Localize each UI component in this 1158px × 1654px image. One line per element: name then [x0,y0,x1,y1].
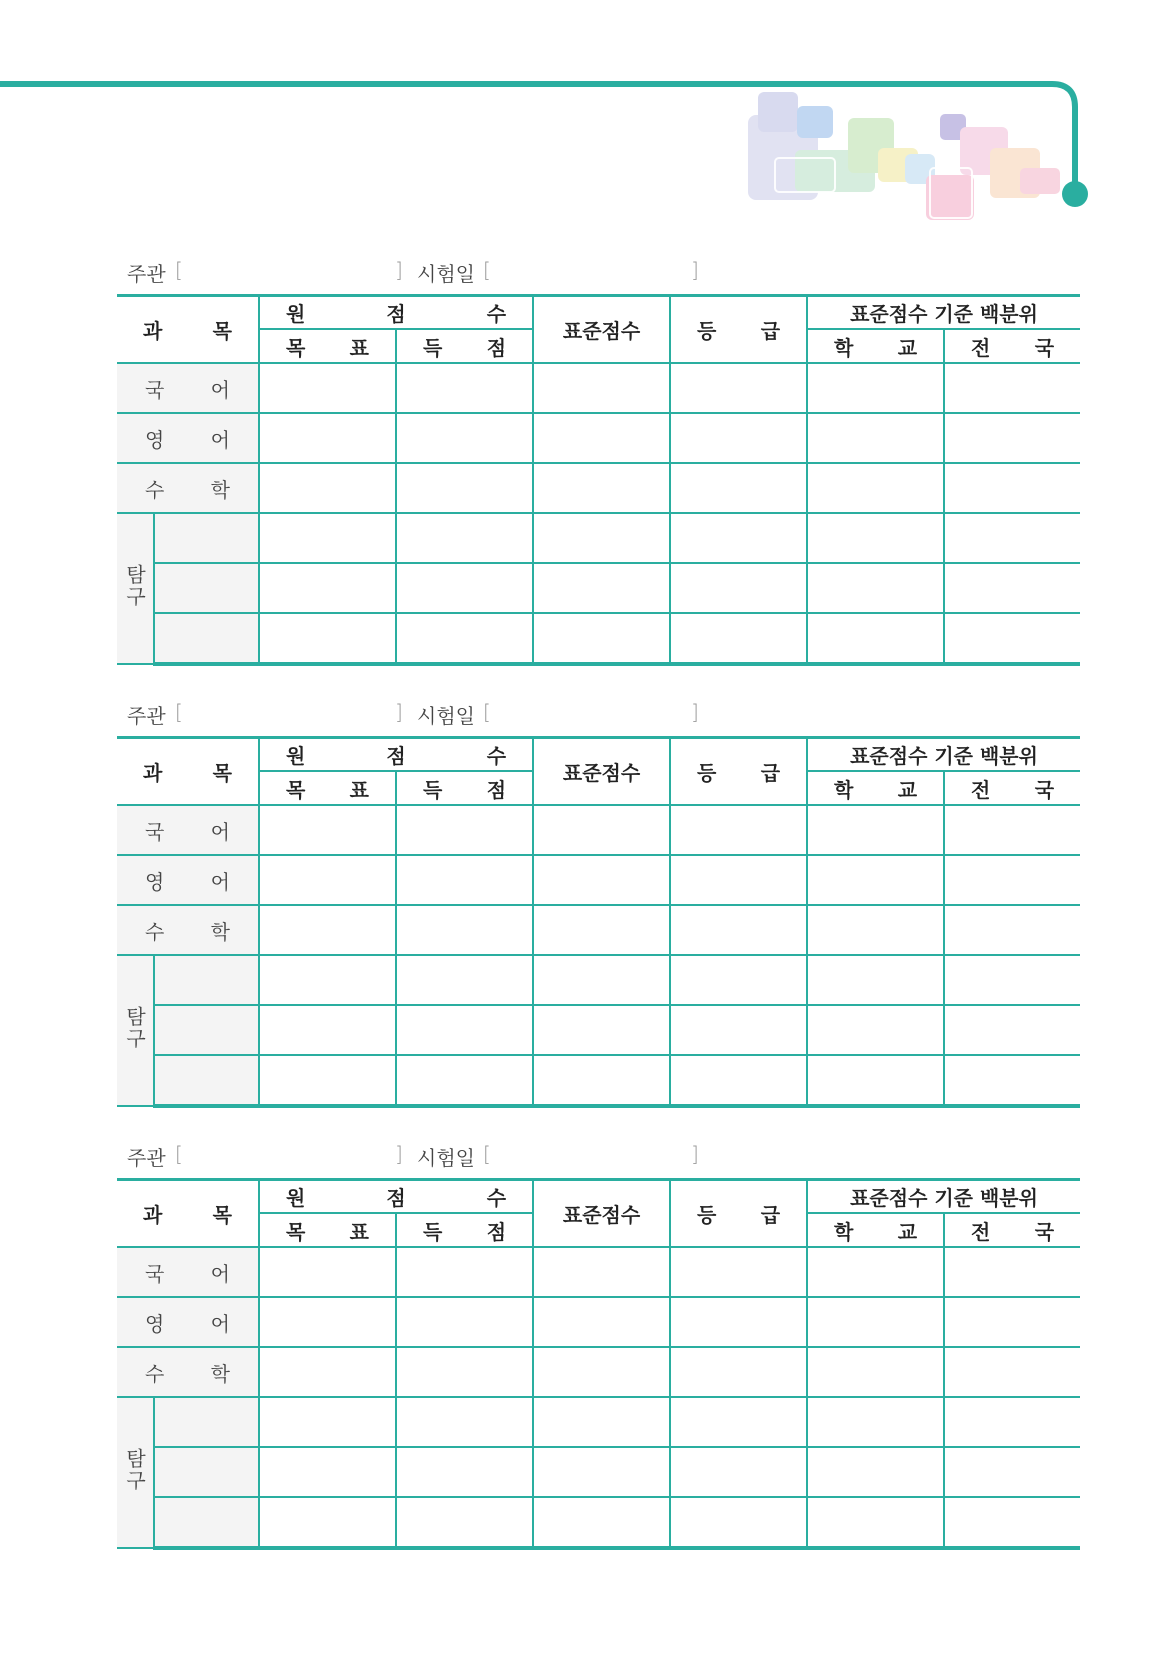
score-cell[interactable] [807,463,944,513]
inquiry-label: 탐구 [117,1397,154,1548]
score-cell[interactable] [533,1055,670,1106]
score-cell[interactable] [670,1247,807,1297]
score-cell[interactable] [944,955,1080,1005]
percentile-header: 표준점수 기준 백분위 [807,1180,1080,1214]
score-cell[interactable] [807,1347,944,1397]
organizer-bracket-open: [ [175,700,183,724]
deco-square [797,106,833,138]
score-cell[interactable] [259,513,396,563]
subject-header: 과 목 [117,1180,259,1248]
score-cell[interactable] [533,513,670,563]
score-cell[interactable] [396,1297,533,1347]
score-cell[interactable] [533,1447,670,1497]
table-row [117,855,1080,905]
score-cell[interactable] [533,905,670,955]
score-table [117,1178,1080,1550]
score-cell[interactable] [670,513,807,563]
score-cell[interactable] [807,1247,944,1297]
exam-date-bracket-open: [ [483,258,491,282]
organizer-bracket-open: [ [175,1142,183,1166]
score-cell[interactable] [396,1247,533,1297]
score-cell[interactable] [259,955,396,1005]
score-cell[interactable] [670,1005,807,1055]
organizer-bracket-close: ] [395,1142,403,1166]
score-cell[interactable] [259,613,396,664]
subject-header: 과 목 [117,296,259,364]
grade-header: 등 급 [670,1180,807,1248]
percentile-header: 표준점수 기준 백분위 [807,296,1080,330]
subject-korean: 국 어 [117,363,259,413]
score-cell[interactable] [944,905,1080,955]
nation-header: 전 국 [944,771,1080,805]
score-cell[interactable] [396,563,533,613]
score-cell[interactable] [533,1397,670,1447]
score-cell[interactable] [259,563,396,613]
subject-english: 영 어 [117,413,259,463]
inquiry-subject-cell[interactable] [154,1397,259,1447]
table-row [117,1447,1080,1497]
score-cell[interactable] [670,563,807,613]
score-cell[interactable] [670,955,807,1005]
score-cell[interactable] [944,563,1080,613]
school-header: 학 교 [807,1213,944,1247]
table-row [117,1247,1080,1297]
score-cell[interactable] [533,613,670,664]
table-row [117,563,1080,613]
score-cell[interactable] [807,363,944,413]
exam-date-bracket-open: [ [483,700,491,724]
subject-english: 영 어 [117,855,259,905]
score-cell[interactable] [944,1497,1080,1548]
score-cell[interactable] [807,1447,944,1497]
score-cell[interactable] [807,513,944,563]
table-row [117,955,1080,1005]
score-cell[interactable] [533,1297,670,1347]
raw-score-header: 원 점 수 [259,1180,533,1214]
table-row [117,905,1080,955]
table-row [117,413,1080,463]
organizer-label: 주관 [127,1146,166,1170]
score-cell[interactable] [396,805,533,855]
score-cell[interactable] [259,1447,396,1497]
score-cell[interactable] [807,613,944,664]
score-cell[interactable] [944,1247,1080,1297]
inquiry-subject-cell[interactable] [154,1497,259,1548]
exam-date-bracket-close: ] [691,700,699,724]
score-cell[interactable] [807,805,944,855]
score-cell[interactable] [807,905,944,955]
score-cell[interactable] [396,955,533,1005]
table-row [117,513,1080,563]
score-cell[interactable] [533,363,670,413]
subject-korean: 국 어 [117,805,259,855]
score-cell[interactable] [259,1347,396,1397]
subject-header: 과 목 [117,738,259,806]
earned-header: 득 점 [396,329,533,363]
score-cell[interactable] [533,1247,670,1297]
score-cell[interactable] [670,855,807,905]
score-cell[interactable] [944,1055,1080,1106]
organizer-label: 주관 [127,262,166,286]
deco-square [926,175,974,220]
deco-square [758,92,798,132]
table-row [117,1005,1080,1055]
score-cell[interactable] [670,363,807,413]
inquiry-label: 탐구 [117,955,154,1106]
table-row [117,1497,1080,1548]
score-cell[interactable] [944,1297,1080,1347]
score-cell[interactable] [396,413,533,463]
exam-date-label: 시험일 [417,1146,475,1170]
table-row [117,1347,1080,1397]
score-cell[interactable] [533,1005,670,1055]
score-cell[interactable] [944,1347,1080,1397]
score-cell[interactable] [396,363,533,413]
score-cell[interactable] [670,413,807,463]
nation-header: 전 국 [944,329,1080,363]
exam-date-label: 시험일 [417,262,475,286]
score-cell[interactable] [259,363,396,413]
inquiry-subject-cell[interactable] [154,613,259,664]
score-cell[interactable] [944,613,1080,664]
score-cell[interactable] [670,1297,807,1347]
score-cell[interactable] [670,805,807,855]
score-cell[interactable] [396,855,533,905]
score-cell[interactable] [807,1497,944,1548]
score-cell[interactable] [670,1397,807,1447]
organizer-bracket-open: [ [175,258,183,282]
score-cell[interactable] [807,1397,944,1447]
score-table [117,736,1080,1108]
score-cell[interactable] [396,1347,533,1397]
percentile-header: 표준점수 기준 백분위 [807,738,1080,772]
target-header: 목 표 [259,1213,396,1247]
score-table [117,294,1080,666]
score-cell[interactable] [259,1055,396,1106]
accent-dot [1062,181,1088,207]
organizer-bracket-close: ] [395,258,403,282]
score-cell[interactable] [533,463,670,513]
score-cell[interactable] [259,1297,396,1347]
table-row [117,1397,1080,1447]
inquiry-subject-cell[interactable] [154,955,259,1005]
table-row [117,1055,1080,1106]
score-cell[interactable] [259,463,396,513]
score-cell[interactable] [807,413,944,463]
score-cell[interactable] [396,463,533,513]
earned-header: 득 점 [396,771,533,805]
exam-date-label: 시험일 [417,704,475,728]
score-cell[interactable] [396,1005,533,1055]
subject-english: 영 어 [117,1297,259,1347]
score-cell[interactable] [807,955,944,1005]
exam-date-bracket-open: [ [483,1142,491,1166]
nation-header: 전 국 [944,1213,1080,1247]
score-cell[interactable] [533,955,670,1005]
score-cell[interactable] [807,1297,944,1347]
grade-header: 등 급 [670,738,807,806]
score-cell[interactable] [807,1005,944,1055]
table-row [117,805,1080,855]
score-cell[interactable] [396,1497,533,1548]
score-cell[interactable] [396,1397,533,1447]
score-cell[interactable] [396,613,533,664]
subject-math: 수 학 [117,1347,259,1397]
score-cell[interactable] [259,805,396,855]
table-row [117,613,1080,664]
score-cell[interactable] [533,413,670,463]
table-row [117,1297,1080,1347]
score-cell[interactable] [396,513,533,563]
score-cell[interactable] [670,905,807,955]
score-cell[interactable] [944,413,1080,463]
score-cell[interactable] [533,563,670,613]
target-header: 목 표 [259,771,396,805]
inquiry-subject-cell[interactable] [154,513,259,563]
header-decoration [0,0,1158,240]
subject-math: 수 학 [117,905,259,955]
score-cell[interactable] [670,613,807,664]
score-cell[interactable] [944,513,1080,563]
inquiry-subject-cell[interactable] [154,1005,259,1055]
raw-score-header: 원 점 수 [259,296,533,330]
table-row [117,363,1080,413]
score-cell[interactable] [944,463,1080,513]
score-cell[interactable] [670,1497,807,1548]
score-cell[interactable] [396,905,533,955]
inquiry-subject-cell[interactable] [154,1447,259,1497]
score-cell[interactable] [396,1055,533,1106]
score-cell[interactable] [944,855,1080,905]
score-cell[interactable] [259,1247,396,1297]
organizer-label: 주관 [127,704,166,728]
score-cell[interactable] [396,1447,533,1497]
target-header: 목 표 [259,329,396,363]
grade-header: 등 급 [670,296,807,364]
score-cell[interactable] [807,563,944,613]
score-cell[interactable] [670,1055,807,1106]
score-cell[interactable] [670,463,807,513]
inquiry-subject-cell[interactable] [154,563,259,613]
standard-score-header: 표준점수 [533,1180,670,1248]
subject-math: 수 학 [117,463,259,513]
deco-square [1020,168,1060,194]
score-cell[interactable] [807,855,944,905]
score-cell[interactable] [259,413,396,463]
subject-korean: 국 어 [117,1247,259,1297]
score-cell[interactable] [259,1397,396,1447]
earned-header: 득 점 [396,1213,533,1247]
score-cell[interactable] [944,363,1080,413]
exam-date-bracket-close: ] [691,1142,699,1166]
score-cell[interactable] [670,1347,807,1397]
score-cell[interactable] [944,805,1080,855]
score-cell[interactable] [670,1447,807,1497]
score-cell[interactable] [533,855,670,905]
organizer-bracket-close: ] [395,700,403,724]
school-header: 학 교 [807,329,944,363]
score-cell[interactable] [944,1447,1080,1497]
score-cell[interactable] [533,805,670,855]
inquiry-subject-cell[interactable] [154,1055,259,1106]
school-header: 학 교 [807,771,944,805]
score-cell[interactable] [259,1005,396,1055]
exam-date-bracket-close: ] [691,258,699,282]
standard-score-header: 표준점수 [533,296,670,364]
score-cell[interactable] [533,1497,670,1548]
table-row [117,463,1080,513]
score-cell[interactable] [944,1397,1080,1447]
score-cell[interactable] [259,1497,396,1548]
score-cell[interactable] [259,905,396,955]
inquiry-label: 탐구 [117,513,154,664]
score-cell[interactable] [259,855,396,905]
score-cell[interactable] [533,1347,670,1397]
raw-score-header: 원 점 수 [259,738,533,772]
standard-score-header: 표준점수 [533,738,670,806]
score-cell[interactable] [944,1005,1080,1055]
score-cell[interactable] [807,1055,944,1106]
